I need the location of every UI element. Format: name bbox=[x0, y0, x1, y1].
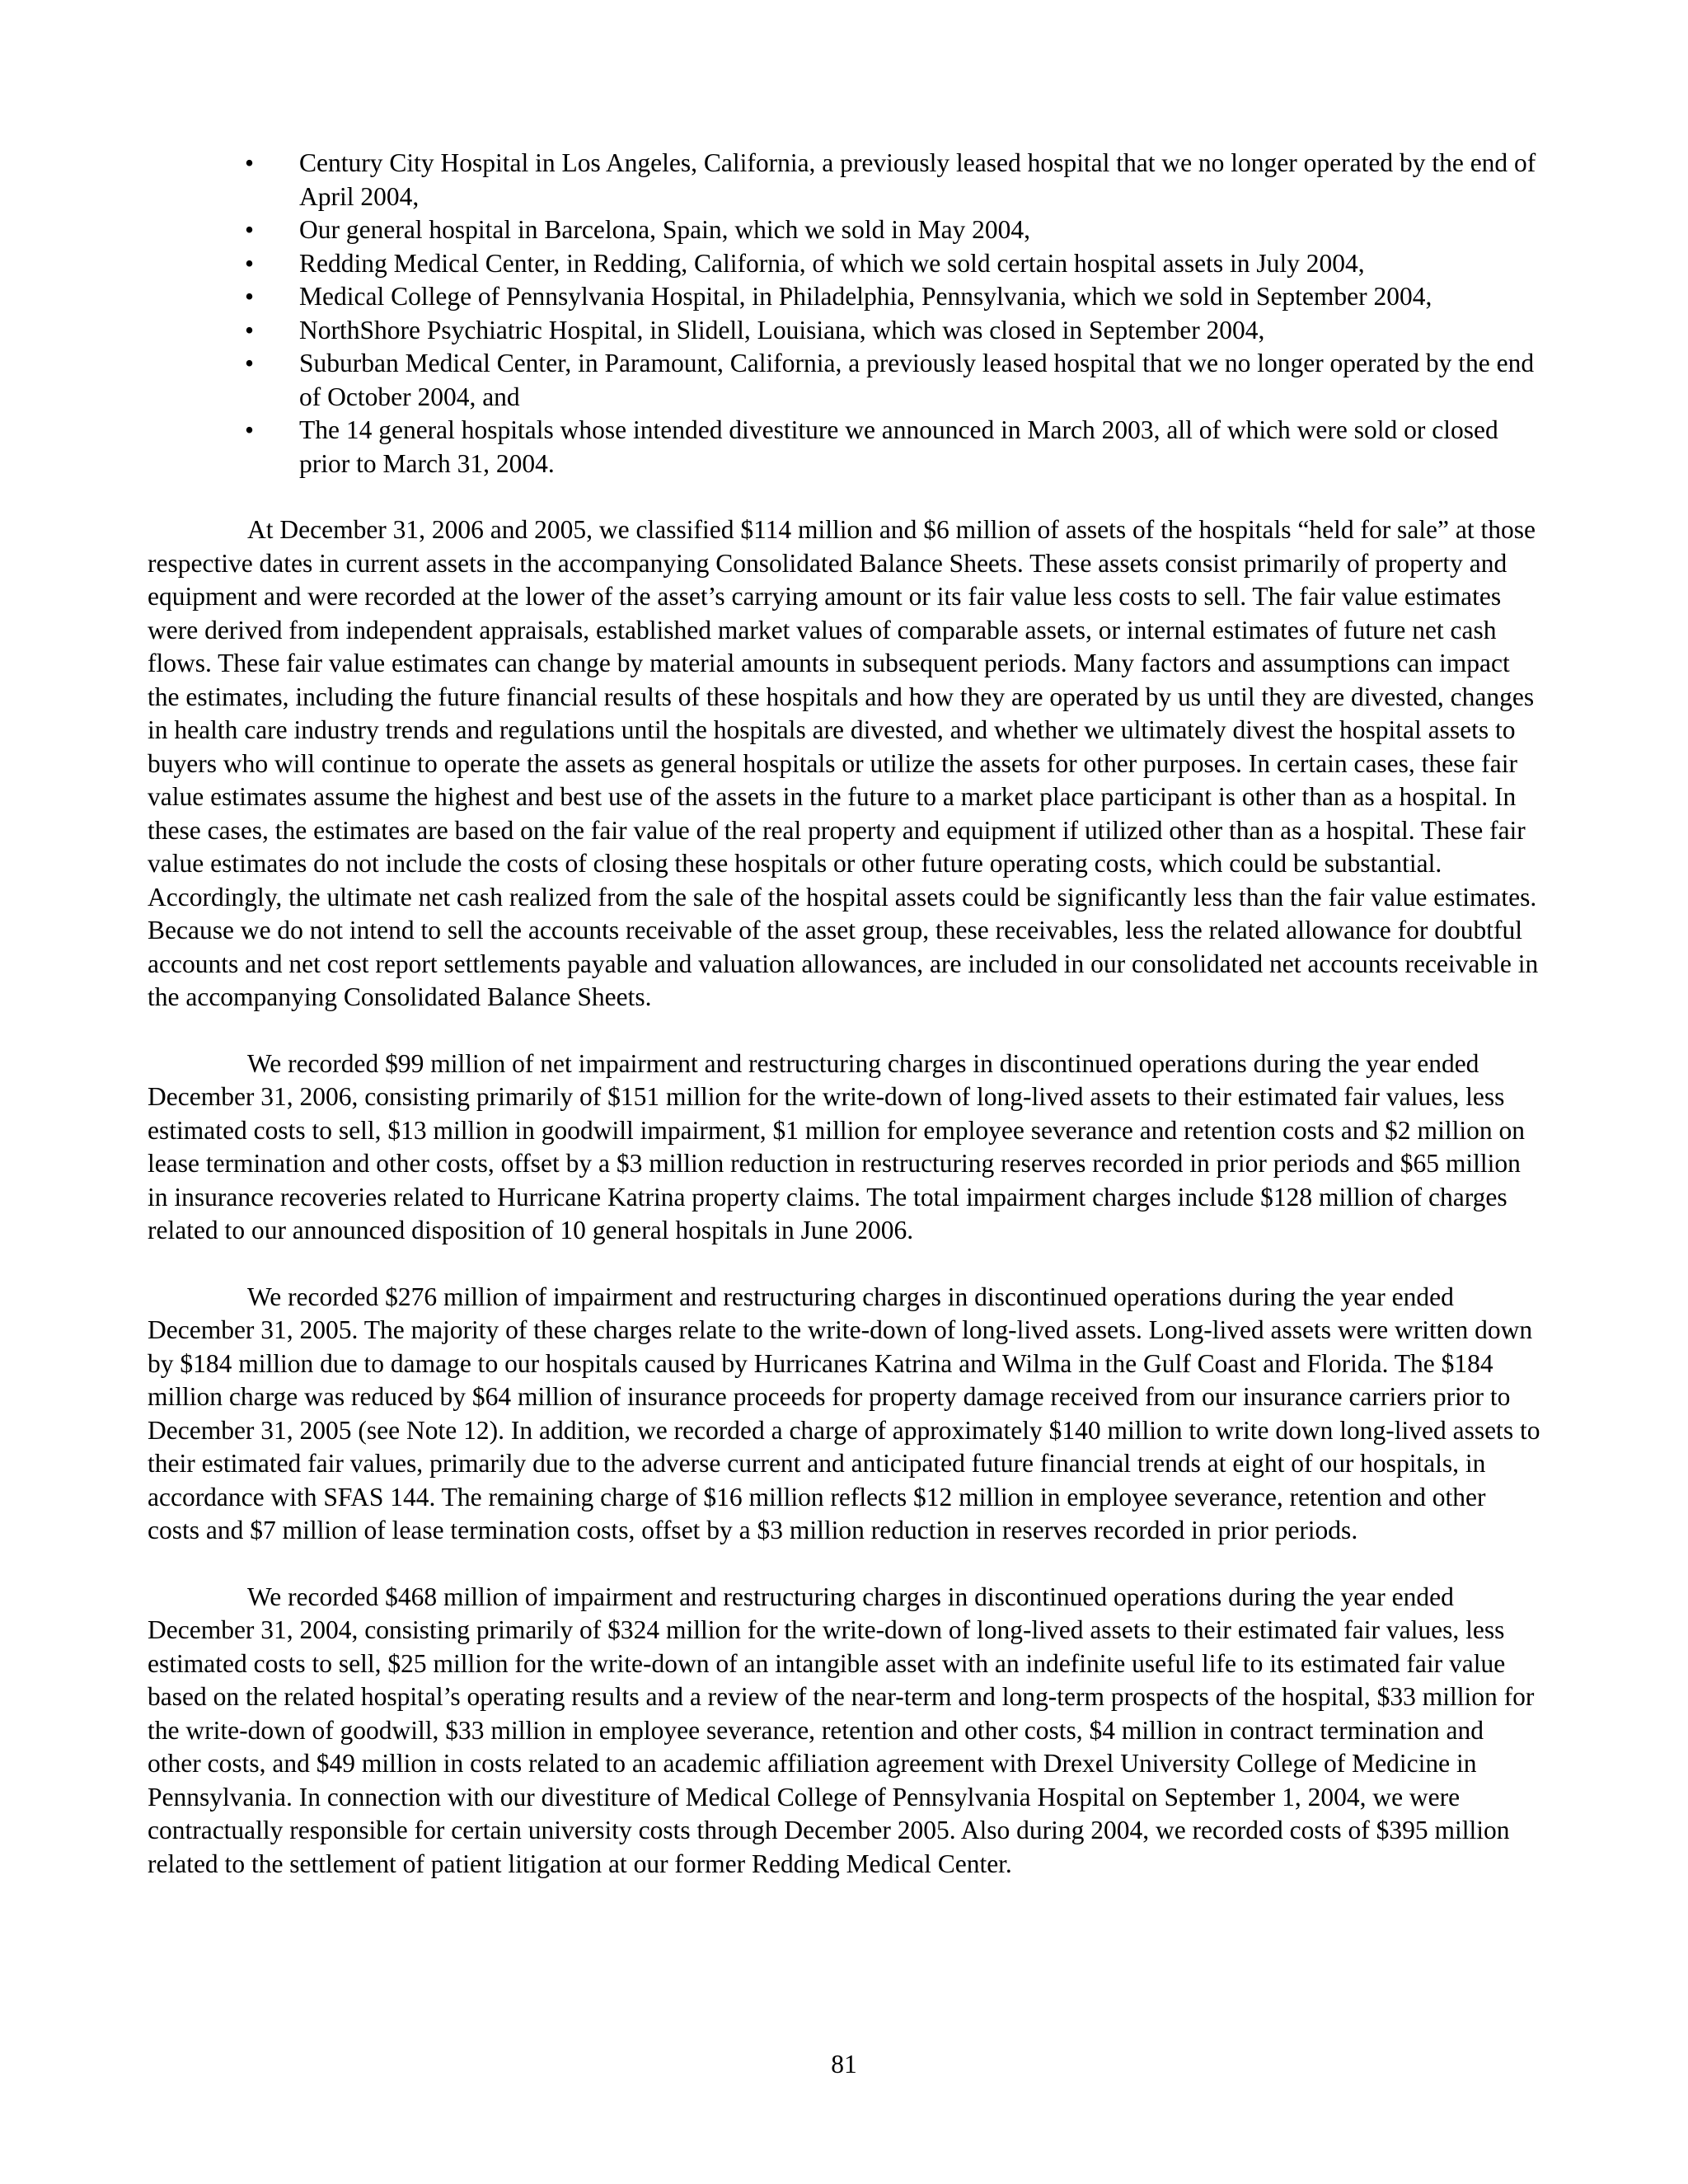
list-item-text: Medical College of Pennsylvania Hospital, in Philadelphia, Pennsylvania, which we sold in September 2004, bbox=[299, 282, 1432, 311]
list-item bbox=[148, 280, 1540, 314]
list-item bbox=[148, 414, 1540, 480]
list-item-text: The 14 general hospitals whose intended divestiture we announced in March 2003, all of which were sold or closed prior to March 31, 2004. bbox=[299, 415, 1498, 478]
list-item bbox=[148, 247, 1540, 281]
document-page bbox=[148, 147, 1540, 1881]
list-item bbox=[148, 347, 1540, 414]
bullet-icon: • bbox=[245, 215, 255, 244]
bullet-icon: • bbox=[245, 415, 255, 444]
paragraph-2006-charges: We recorded $99 million of net impairment and restructuring charges in discontinued operations during the year ended December 31, 2006, consisting primarily of $151 million for the write-down of long-lived assets to their estimated fair values, less estimated costs to sell, $13 million in goodwill impairment, $1 million for employee severance and retention costs and $2 million on lease termination and other costs, offset by a $3 million reduction in restructuring reserves recorded in prior periods and $65 million in insurance recoveries related to Hurricane Katrina property claims. The total impairment charges include $128 million of charges related to our announced disposition of 10 general hospitals in June 2006. bbox=[148, 1048, 1525, 1244]
paragraph-2004-charges: We recorded $468 million of impairment and restructuring charges in discontinued operations during the year ended December 31, 2004, consisting primarily of $324 million for the write-down of long-lived assets to their estimated fair values, less estimated costs to sell, $25 million for the write-down of an intangible asset with an indefinite useful life to its estimated fair value based on the related hospital’s operating results and a review of the near-term and long-term prospects of the hospital, $33 million for the write-down of goodwill, $33 million in employee severance, retention and other costs, $4 million in contract termination and other costs, and $49 million in costs related to an academic affiliation agreement with Drexel University College of Medicine in Pennsylvania. In connection with our divestiture of Medical College of Pennsylvania Hospital on September 1, 2004, we were contractually responsible for certain university costs through December 2005. Also during 2004, we recorded costs of $395 million related to the settlement of patient litigation at our former Redding Medical Center. bbox=[148, 1582, 1535, 1878]
list-item-text: Suburban Medical Center, in Paramount, California, a previously leased hospital that we no longer operated by the end of October 2004, and bbox=[299, 349, 1535, 411]
bullet-icon: • bbox=[245, 315, 255, 344]
bullet-icon: • bbox=[245, 282, 255, 311]
bullet-icon: • bbox=[245, 148, 255, 177]
list-item bbox=[148, 147, 1540, 213]
list-item-text: Our general hospital in Barcelona, Spain, which we sold in May 2004, bbox=[299, 215, 1031, 244]
bullet-icon: • bbox=[245, 248, 255, 278]
list-item bbox=[148, 213, 1540, 247]
bullet-icon: • bbox=[245, 349, 255, 377]
paragraph-2005-charges: We recorded $276 million of impairment and restructuring charges in discontinued operations during the year ended December 31, 2005. The majority of these charges relate to the write-down of long-lived assets. Long-lived assets were written down by $184 million due to damage to our hospitals caused by Hurricanes Katrina and Wilma in the Gulf Coast and Florida. The $184 million charge was reduced by $64 million of insurance proceeds for property damage received from our insurance carriers prior to December 31, 2005 (see Note 12). In addition, we recorded a charge of approximately $140 million to write down long-lived assets to their estimated fair values, primarily due to the adverse current and anticipated future financial trends at eight of our hospitals, in accordance with SFAS 144. The remaining charge of $16 million reflects $12 million in employee severance, retention and other costs and $7 million of lease termination costs, offset by a $3 million reduction in reserves recorded in prior periods. bbox=[148, 1282, 1540, 1544]
page-number: 81 bbox=[831, 2050, 857, 2079]
divestiture-list bbox=[148, 147, 1540, 480]
paragraph-held-for-sale: At December 31, 2006 and 2005, we classified $114 million and $6 million of assets of the hospitals “held for sale” at those respective dates in current assets in the accompanying Consolidated Balance Sheets. These assets consist primarily of property and equipment and were recorded at the lower of the asset’s carrying amount or its fair value less costs to sell. The fair value estimates were derived from independent appraisals, established market values of comparable assets, or internal estimates of future net cash flows. These fair value estimates can change by material amounts in subsequent periods. Many factors and assumptions can impact the estimates, including the future financial results of these hospitals and how they are operated by us until they are divested, changes in health care industry trends and regulations until the hospitals are divested, and whether we ultimately divest the hospital assets to buyers who will continue to operate the assets as general hospitals or utilize the assets for other purposes. In certain cases, these fair value estimates assume the highest and best use of the assets in the future to a market place participant is other than as a hospital. In these cases, the estimates are based on the fair value of the real property and equipment if utilized other than as a hospital. These fair value estimates do not include the costs of closing these hospitals or other future operating costs, which could be substantial. Accordingly, the ultimate net cash realized from the sale of the hospital assets could be significantly less than the fair value estimates. Because we do not intend to sell the accounts receivable of the asset group, these receivables, less the related allowance for doubtful accounts and net cost report settlements payable and valuation allowances, are included in our consolidated net accounts receivable in the accompanying Consolidated Balance Sheets. bbox=[148, 515, 1539, 1011]
list-item-text: Century City Hospital in Los Angeles, California, a previously leased hospital that we no longer operated by the end of April 2004, bbox=[299, 148, 1536, 211]
list-item-text: Redding Medical Center, in Redding, California, of which we sold certain hospital assets in July 2004, bbox=[299, 248, 1365, 278]
list-item bbox=[148, 314, 1540, 348]
list-item-text: NorthShore Psychiatric Hospital, in Slidell, Louisiana, which was closed in September 2004, bbox=[299, 315, 1265, 344]
